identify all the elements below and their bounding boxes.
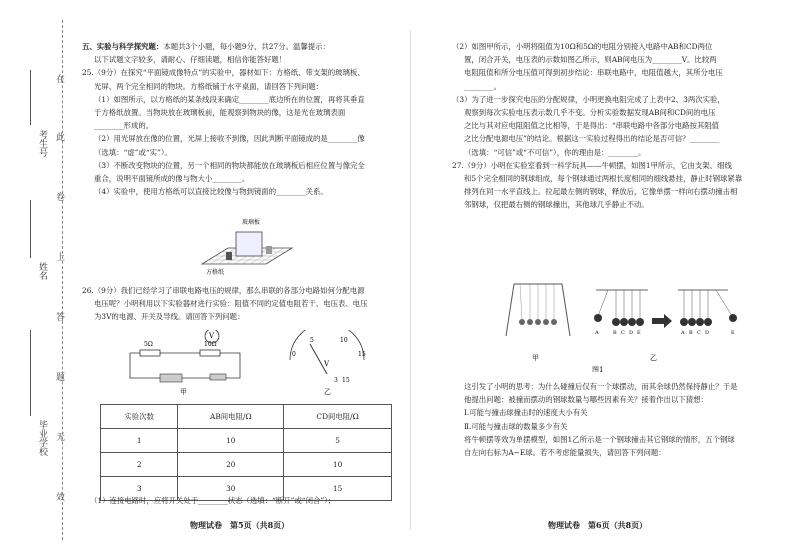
mirror-setup-figure <box>196 214 296 276</box>
question-line: （2）用光屏放在像的位置，光屏上接收不到像，因此判断平面镜成的是________像 <box>94 134 365 144</box>
table-header: 实验次数 <box>101 405 178 429</box>
figure-caption: 甲 <box>532 354 539 362</box>
field-label-school: 毕业学校 <box>37 420 47 456</box>
page-divider <box>410 30 411 530</box>
data-table <box>100 404 392 501</box>
table-cell: 10 <box>178 429 284 453</box>
question-line: 邻钢球，仅把最右侧的钢球撞出，其他球几乎静止不动。 <box>464 200 649 210</box>
right-page-footer: 物理试卷 第6页（共8页） <box>548 520 648 530</box>
ball-label: C <box>697 330 701 336</box>
seal-char: 卷 <box>56 193 66 203</box>
section-desc: 以下试题文字较多，请耐心、仔细读题，相信你能答好题！ <box>94 55 287 65</box>
question-line: （3）为了进一步探究电压的分配规律，小明更换电阻完成了上表中2、3两次实验， <box>452 94 725 104</box>
ball-label: D <box>705 330 710 336</box>
q26-part1 <box>90 494 402 507</box>
question-line: （1）如图所示，以方格纸的某条线段来确定________底边所在的位置，再将其垂直 <box>94 94 365 104</box>
dial-tick: 0 <box>292 351 296 358</box>
figure-caption: 甲 <box>180 388 187 396</box>
question-line: 为3V的电源、开关及导线。请回答下列问题： <box>94 312 245 322</box>
question-line: 置，闭合开关，电压表的示数如图乙所示，则AB间电压为________V。比较两 <box>464 55 717 65</box>
right-page <box>452 40 782 212</box>
table-header: CD间电阻/Ω <box>284 405 392 429</box>
question-line: 27.（9分）小明在实验室看到一科学玩具——牛顿摆，如图1甲所示，它由支架、细线 <box>452 160 732 170</box>
question-line: ________。 <box>464 81 501 91</box>
question-line: 之比与其对应电阻阻值之比相等，于是得出：“串联电路中各部分电路按其阻值 <box>464 121 720 131</box>
ball-label: C <box>621 330 625 336</box>
ball-label: A <box>681 330 685 336</box>
left-page-footer: 物理试卷 第5页（共8页） <box>190 520 290 530</box>
section-desc: 本题共3个小题，每小题9分，共27分。温馨提示： <box>163 42 330 51</box>
question-line: 和5个完全相同的钢球组成，每个钢球通过两根长度相同的细线悬挂，静止时钢球紧靠 <box>464 174 743 184</box>
question-line: 电阻阻值和所分电压值可得到初步结论：串联电路中，电阻值越大，其所分电压 <box>464 68 723 78</box>
resistor-label: 10Ω <box>204 341 217 348</box>
binding-strip <box>0 0 78 560</box>
circuit-figure <box>120 330 410 398</box>
dial-tick: 10 <box>340 337 348 344</box>
seal-char: 此 <box>56 133 66 143</box>
question-line: 将牛顿摆等效为单摆模型，如图1乙所示是一个钢球撞击其它钢球的情形，五个钢球 <box>464 434 735 444</box>
question-line: 光屏、两个完全相同的物块。方格纸铺于水平桌面，请回答下列问题： <box>94 81 324 91</box>
dial-tick: 5 <box>310 337 314 344</box>
seal-char: 在 <box>56 75 66 85</box>
field-label-exam-number: 考生号 <box>37 130 47 157</box>
dial-symbol: V <box>324 360 330 368</box>
question-line: 排列在同一水平直线上。拉起最左侧的钢球，释放后，它像单摆一样向右摆动撞击相 <box>464 187 738 197</box>
question-line: 这引发了小明的思考：为什么碰撞后仅有一个球摆动，而其余球仍然保持静止？于是 <box>464 382 738 391</box>
field-label-name: 姓名 <box>37 262 47 280</box>
seal-char: 上 <box>56 253 66 263</box>
table-row <box>101 453 392 477</box>
figure-label: 玻璃板 <box>242 219 261 226</box>
field-line-name <box>30 200 31 258</box>
table-cell: 30 <box>178 477 284 501</box>
question-line: 他提出问题：被撞而摆动的钢球数量与哪些因素有关？接着作出以下猜想： <box>464 395 708 405</box>
field-line-exam-number <box>30 70 31 125</box>
seal-char: 答 <box>56 313 66 323</box>
newtons-cradle-figure <box>500 276 750 372</box>
question-line: Ⅱ.可能与撞击球的数量多少有关 <box>464 421 568 431</box>
question-line: ________形成的。 <box>94 121 154 131</box>
table-cell: 15 <box>284 477 392 501</box>
ball-label: E <box>731 330 735 336</box>
question-line: （选填：“可信”或“不可信”），你的理由是：________。 <box>464 147 646 157</box>
question-line: 自左向右标为A~E球。若不考虑能量损失，请回答下列问题： <box>464 448 666 458</box>
table-row <box>101 429 392 453</box>
table-cell: 2 <box>101 453 178 477</box>
table-header: AB间电阻/Ω <box>178 405 284 429</box>
ball-label: E <box>637 330 641 336</box>
figure-caption: 图1 <box>592 366 604 372</box>
question-line: （2）如图甲所示，小明将阻值为10Ω和5Ω的电阻分别接入电路中AB和CD两位 <box>452 42 713 51</box>
ball-label: B <box>689 330 693 336</box>
field-line-school <box>30 330 31 416</box>
seal-char: 无 <box>56 433 66 443</box>
figure-label: 方格纸 <box>206 269 225 276</box>
question-line: 26.（9分）我们已经学习了串联电路电压的规律，那么串联的各部分电路如何分配电源 <box>82 286 365 295</box>
table-cell: 3 <box>101 477 178 501</box>
terminal-label: 15 <box>342 377 350 384</box>
binding-dashed-line <box>62 20 63 540</box>
ball-label: A <box>595 330 599 336</box>
question-line: （4）实验中，使用方格纸可以直接比较像与物到镜面的________关系。 <box>94 187 328 197</box>
q27-continued <box>452 380 782 459</box>
resistor-label: 5Ω <box>144 341 153 348</box>
question-line: （3）不断改变物块的位置，另一个相同的物块都能放在玻璃板后相应位置与像完全 <box>94 160 365 170</box>
question-line: 重合，说明平面镜所成的像与物大小________。 <box>94 174 250 184</box>
q26-intro <box>82 284 400 324</box>
question-line: （1）连接电路时，应将开关处于________状态（选填：“断开”或“闭合”）； <box>90 496 336 505</box>
table-header-row <box>101 405 392 429</box>
figure-caption: 乙 <box>324 388 331 396</box>
question-line: 电压呢？小明利用以下实验器材进行实验：阻值不同的定值电阻若干、电压表、电压 <box>94 299 368 309</box>
question-line: 之比分配电源电压”的结论。根据这一实验过程得出的结论是否可信？________ <box>464 134 720 144</box>
ball-label: B <box>613 330 617 336</box>
terminal-label: 3 <box>334 377 338 384</box>
question-line: 于方格纸放置。当物块放在玻璃板前，能观察到物块的像，这是光在玻璃表面 <box>94 108 346 118</box>
seal-char: 效 <box>56 493 66 503</box>
table-cell: 10 <box>284 453 392 477</box>
table-cell: 1 <box>101 429 178 453</box>
question-line: （选填：“虚”或“实”）。 <box>94 147 172 157</box>
dial-tick: 15 <box>358 351 366 358</box>
question-line: Ⅰ.可能与撞击球撞击时的速度大小有关 <box>464 408 588 418</box>
section-title: 五、实验与科学探究题： <box>82 42 164 51</box>
left-page <box>82 40 400 198</box>
seal-char: 题 <box>56 373 66 383</box>
table-cell: 20 <box>178 453 284 477</box>
question-line: 观察到每次实验电压表示数几乎不变。分析实验数据发现AB间和CD间的电压 <box>464 108 716 118</box>
question-line: 25.（9分）在探究“平面镜成像特点”的实验中，器材如下：方格纸、带支架的玻璃板、 <box>82 68 365 78</box>
voltmeter-symbol: V <box>209 332 215 340</box>
figure-caption: 乙 <box>650 354 657 362</box>
table-cell: 5 <box>284 429 392 453</box>
ball-label: D <box>629 330 634 336</box>
arrow-icon <box>652 314 672 328</box>
